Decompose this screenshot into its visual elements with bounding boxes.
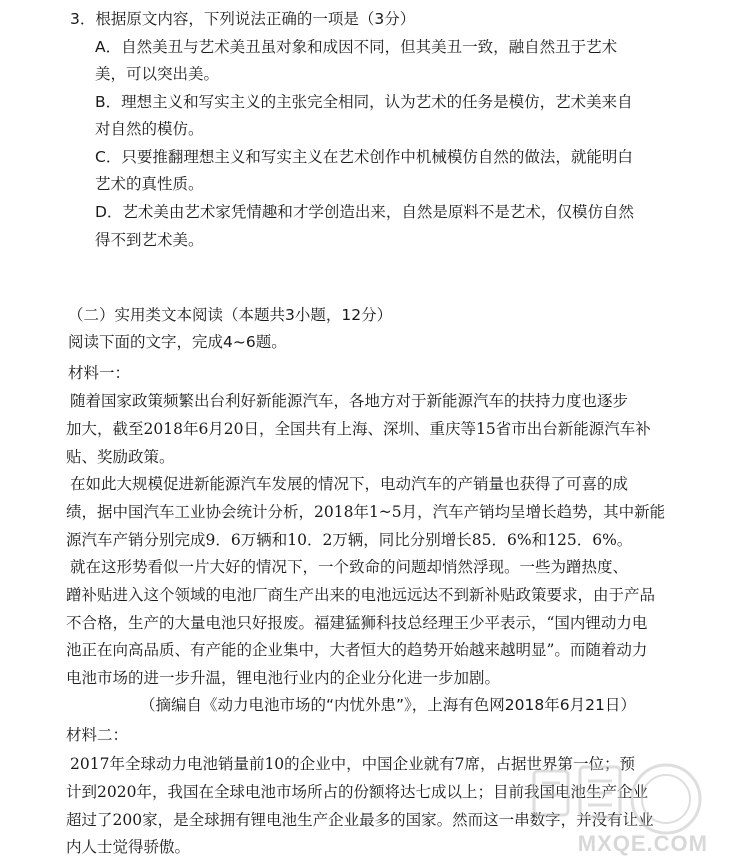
option-b-line-1: B．理想主义和写实主义的主张完全相同，认为艺术的任务是模仿，艺术美来自: [95, 93, 633, 111]
material-1-p1-line-3: 贴、奖励政策。: [66, 448, 175, 466]
section-heading: （二）实用类文本阅读（本题共3小题，12分）: [68, 306, 393, 324]
option-b-line-2: 对自然的模仿。: [95, 120, 204, 138]
material-2-p1-line-2: 计到2020年，我国在全球电池市场所占的份额将达七成以上；目前我国电池生产企业: [66, 783, 648, 801]
option-d-line-1: D．艺术美由艺术家凭情趣和才学创造出来，自然是原料不是艺术，仅模仿自然: [95, 203, 634, 221]
option-a-line-2: 美，可以突出美。: [95, 65, 220, 83]
option-c-line-2: 艺术的真性质。: [95, 175, 204, 193]
material-1-label: 材料一：: [68, 364, 131, 382]
material-1-p3-line-3: 不合格，生产的大量电池只好报废。福建猛狮科技总经理王少平表示，“国内锂动力电: [66, 614, 648, 632]
material-1-p3-line-2: 蹭补贴进入这个领域的电池厂商生产出来的电池远远达不到新补贴政策要求，由于产品: [66, 586, 656, 604]
material-1-p2-line-1: 在如此大规模促进新能源汽车发展的情况下，电动汽车的产销量也获得了可喜的成: [70, 475, 629, 493]
material-1-p2-line-2: 绩，据中国汽车工业协会统计分析，2018年1~5月，汽车产销均呈增长趋势，其中新能: [66, 503, 666, 521]
material-2-p1-line-1: 2017年全球动力电池销量前10的企业中，中国企业就有7席，占据世界第一位；预: [70, 755, 636, 773]
material-2-p1-line-3: 超过了200家，是全球拥有锂电池生产企业最多的国家。然而这一串数字，并没有让业: [66, 811, 654, 829]
material-1-p2-line-3: 源汽车产销分别完成9．6万辆和10．2万辆，同比分别增长85．6%和125．6%。: [66, 531, 633, 549]
material-1-p1-line-1: 随着国家政策频繁出台利好新能源汽车，各地方对于新能源汽车的扶持力度也逐步: [70, 392, 629, 410]
material-1-p3-line-4: 池正在向高品质、有产能的企业集中，大者恒大的趋势开始越来越明显”。而随着动力: [66, 641, 648, 659]
material-1-source: （摘编自《动力电池市场的“内忧外患”》，上海有色网2018年6月21日）: [140, 696, 636, 714]
material-2-p1-line-4: 内人士觉得骄傲。: [66, 838, 191, 856]
question-3-stem: 3．根据原文内容，下列说法正确的一项是（3分）: [70, 10, 416, 28]
watermark-url: MXQE.COM: [577, 831, 708, 856]
material-1-p3-line-1: 就在这形势看似一片大好的情况下，一个致命的问题却悄然浮现。一些为蹭热度、: [70, 558, 629, 576]
material-1-p3-line-5: 电池市场的进一步升温，锂电池行业内的企业分化进一步加剧。: [66, 669, 501, 687]
material-2-label: 材料二：: [66, 726, 129, 744]
option-d-line-2: 得不到艺术美。: [95, 231, 204, 249]
section-instruction: 阅读下面的文字，完成4~6题。: [68, 333, 287, 351]
material-1-p1-line-2: 加大，截至2018年6月20日，全国共有上海、深圳、重庆等15省市出台新能源汽车补: [66, 420, 651, 438]
option-c-line-1: C．只要推翻理想主义和写实主义在艺术创作中机械模仿自然的做法，就能明白: [95, 148, 633, 166]
option-a-line-1: A．自然美丑与艺术美丑虽对象和成因不同，但其美丑一致，融自然丑于艺术: [95, 38, 618, 56]
